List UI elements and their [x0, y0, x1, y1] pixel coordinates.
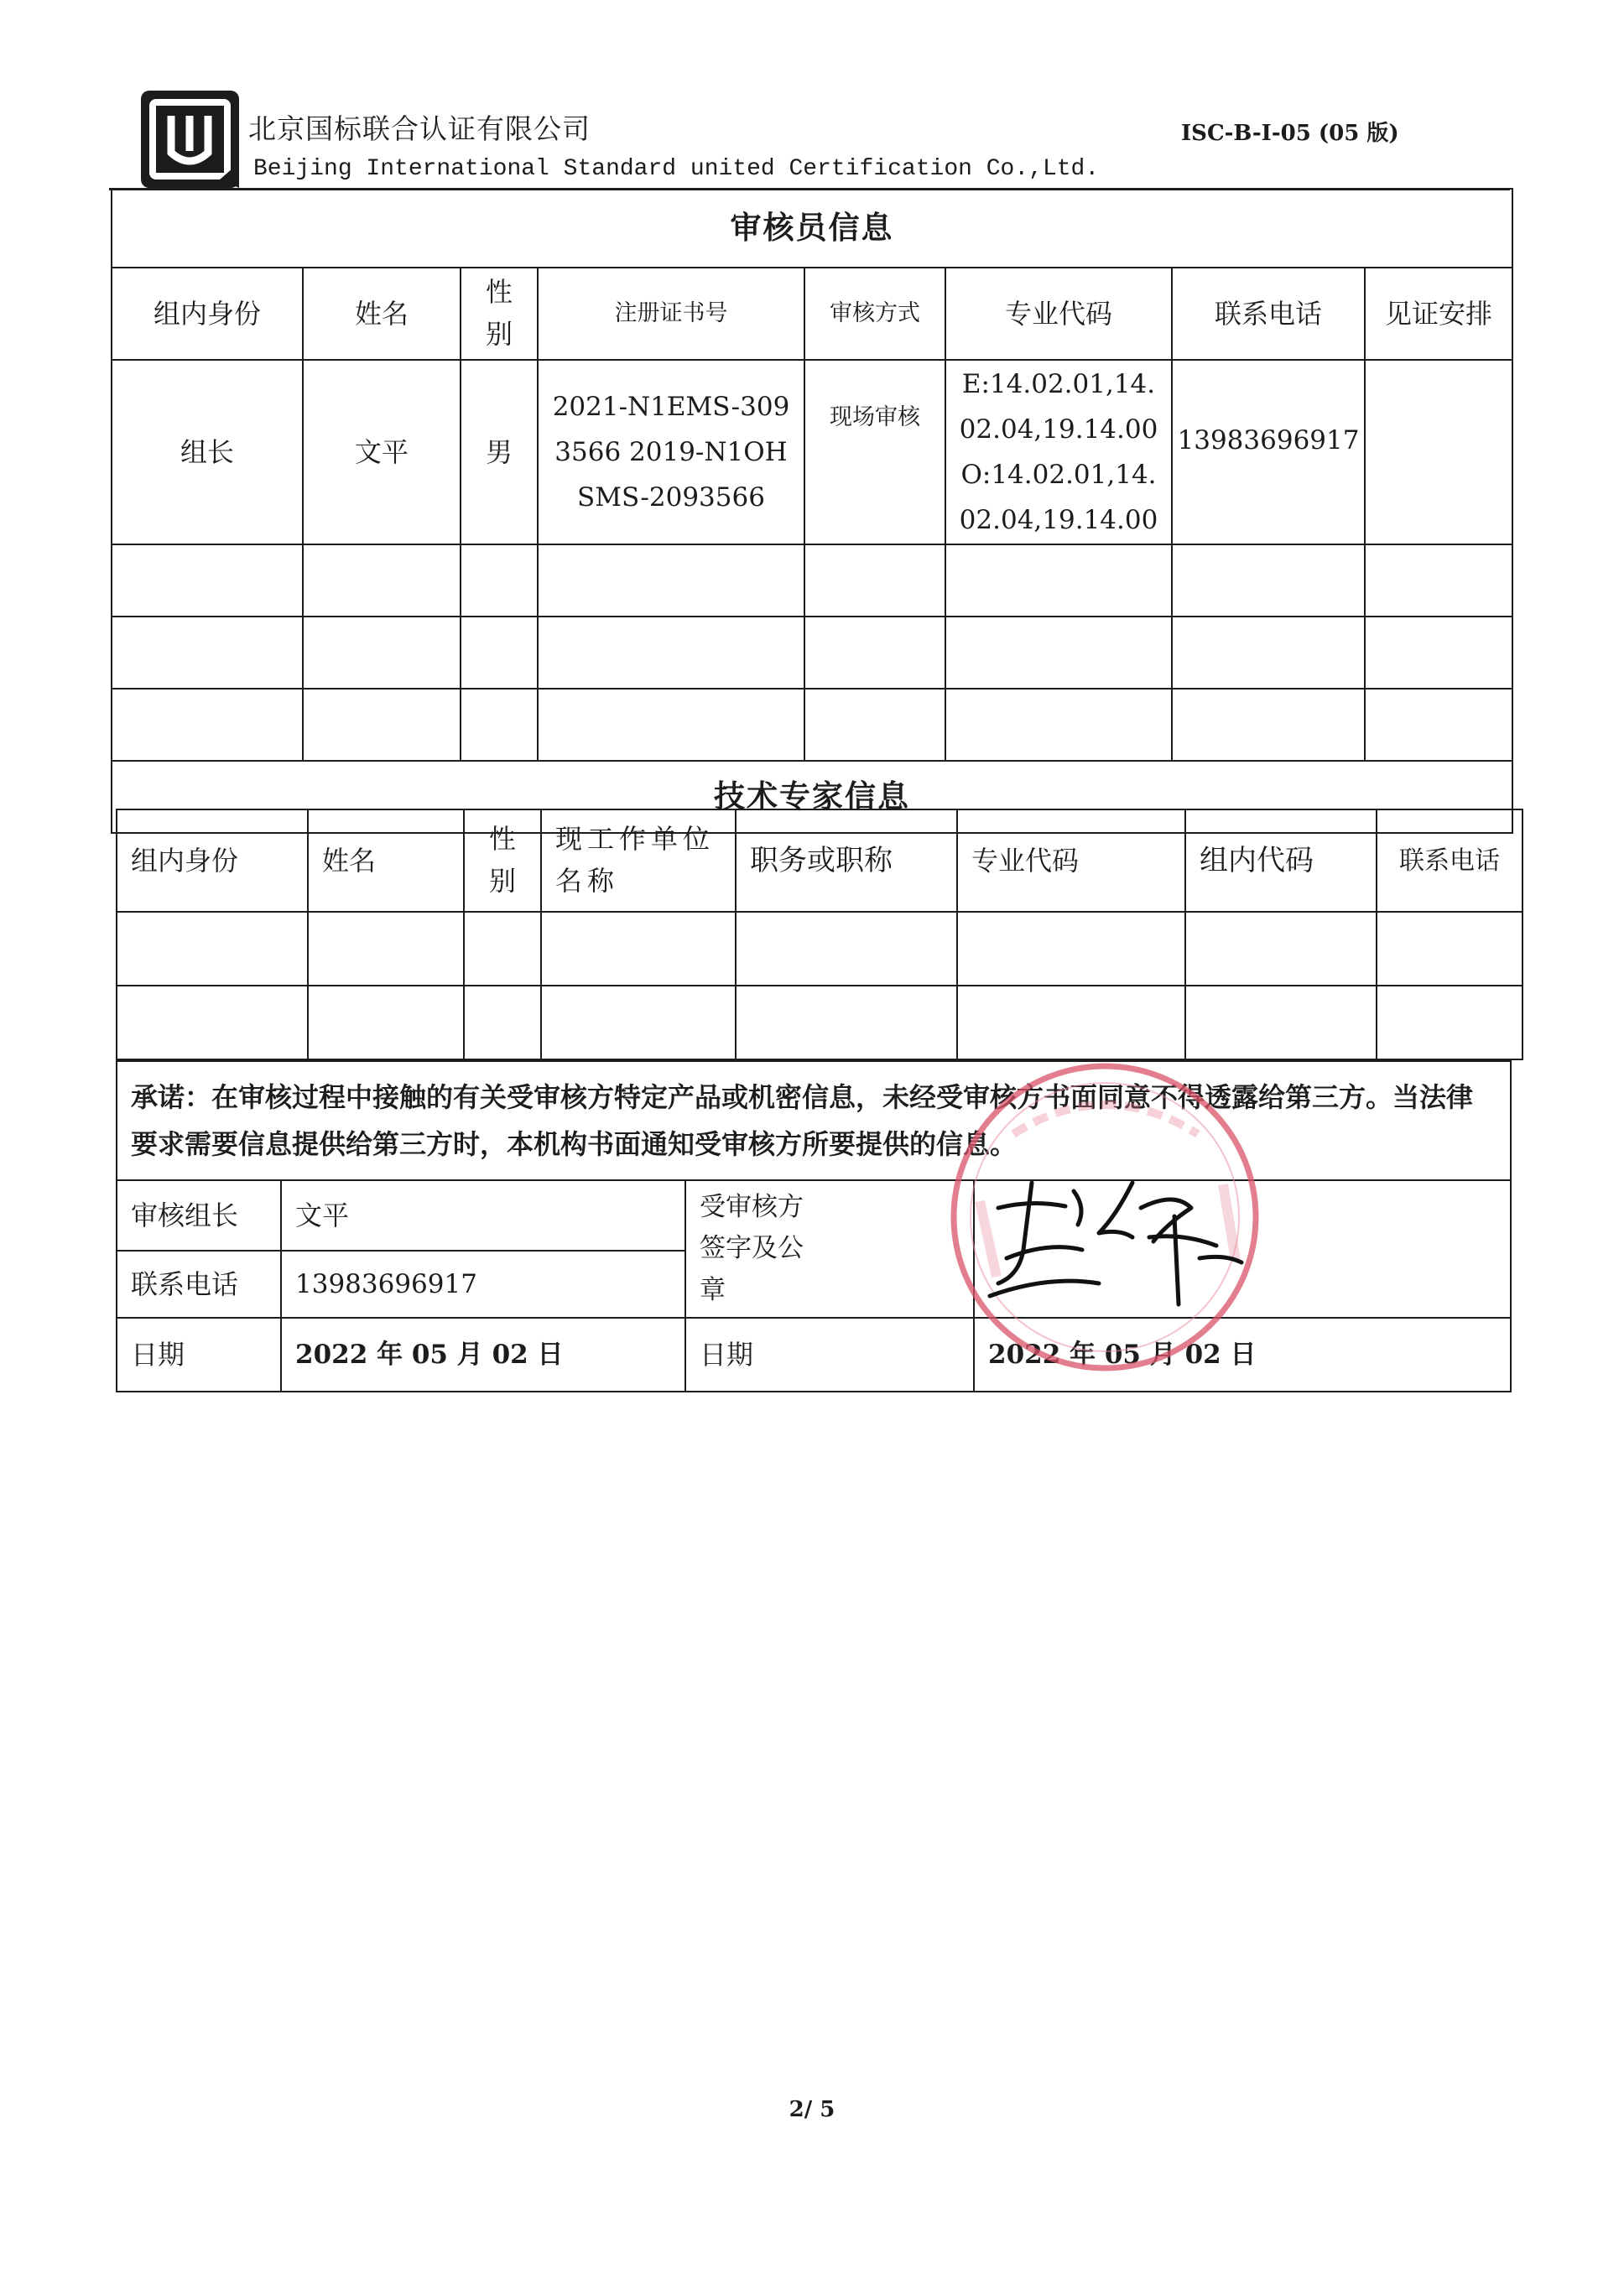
table-row: [117, 912, 1522, 986]
table-row: [112, 617, 1512, 689]
company-name-cn: 北京国标联合认证有限公司: [248, 112, 591, 145]
handwritten-signature: [973, 1158, 1258, 1317]
col-header: 注册证书号: [538, 268, 804, 360]
cell-witness: [1365, 360, 1512, 544]
cell-gender: 男: [461, 360, 538, 544]
table-row: [112, 689, 1512, 761]
expert-table: [116, 809, 1523, 1060]
col-header: 审核方式: [804, 268, 945, 360]
auditor-section-title: 审核员信息: [112, 189, 1512, 268]
col-header: 组内身份: [112, 268, 303, 360]
col-header: 见证安排: [1365, 268, 1512, 360]
cell-method: 现场审核: [804, 360, 945, 544]
auditee-sign-label: 受审核方签字及公章: [685, 1180, 974, 1318]
commitment-text: 承诺：在审核过程中接触的有关受审核方特定产品或机密信息，未经受审核方书面同意不得透露给第三方。当法律要求需要信息提供给第三方时，本机构书面通知受审核方所要提供的信息。: [117, 1061, 1511, 1180]
cell-cert: 2021-N1EMS-3093566 2019-N1OHSMS-2093566: [538, 360, 804, 544]
cell-phone: 13983696917: [1172, 360, 1365, 544]
date-left: 2022 年 05 月 02 日: [281, 1318, 685, 1392]
col-header: 姓名: [303, 268, 461, 360]
phone-label: 联系电话: [117, 1251, 281, 1318]
cell-role: 组长: [112, 360, 303, 544]
table-row: [112, 360, 1512, 544]
leader-phone: 13983696917: [281, 1251, 685, 1318]
leader-name: 文平: [281, 1180, 685, 1251]
col-header: 专业代码: [945, 268, 1172, 360]
cell-name: 文平: [303, 360, 461, 544]
table-row: [112, 544, 1512, 617]
col-header: 现工作单位名称: [541, 809, 736, 912]
cell-code: E:14.02.01,14.02.04,19.14.00 O:14.02.01,14.02.04,19.14.00: [945, 360, 1172, 544]
col-header: 联系电话: [1172, 268, 1365, 360]
col-header: 性别: [461, 268, 538, 360]
col-header: 组内代码: [1185, 809, 1377, 912]
col-header: 联系电话: [1377, 809, 1522, 912]
col-header: 专业代码: [957, 809, 1185, 912]
col-header: 性别: [464, 809, 541, 912]
col-header: 姓名: [308, 809, 464, 912]
expert-section-title: 技术专家信息: [112, 761, 1512, 833]
date-label: 日期: [117, 1318, 281, 1392]
col-header: 职务或职称: [736, 809, 957, 912]
date-right: 2022 年 05 月 02 日: [974, 1318, 1511, 1392]
table-row: [117, 986, 1522, 1059]
date-label-right: 日期: [685, 1318, 974, 1392]
leader-label: 审核组长: [117, 1180, 281, 1251]
signature-table: [116, 1060, 1512, 1392]
company-name-en: Beijing International Standard united Certification Co.,Ltd.: [253, 156, 1100, 182]
page-number: 2/ 5: [789, 2097, 835, 2122]
auditor-table: [111, 188, 1513, 834]
company-logo: [138, 87, 242, 191]
document-number: ISC-B-I-05 (05 版): [1181, 121, 1399, 146]
col-header: 组内身份: [117, 809, 308, 912]
